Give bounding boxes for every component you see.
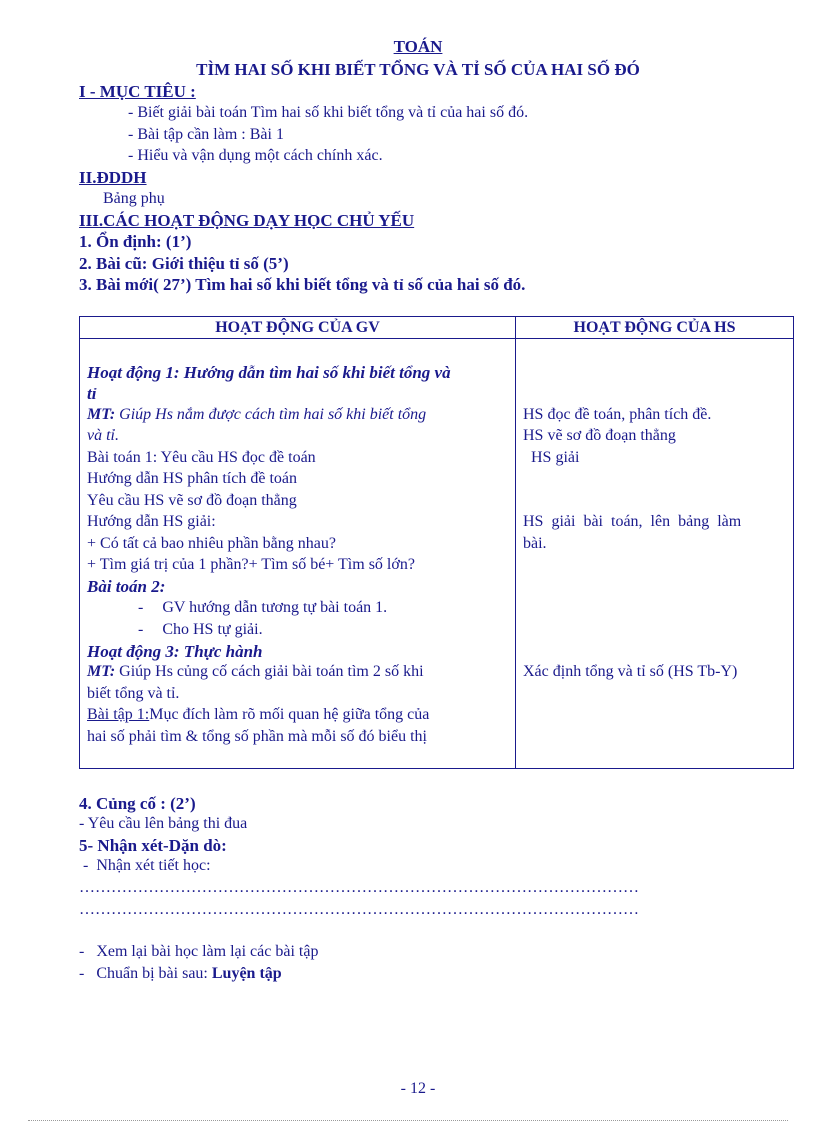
step-3: 3. Bài mới( 27’) Tìm hai số khi biết tổng và tỉ số của hai số đó. (79, 275, 526, 294)
step-2: 2. Bài cũ: Giới thiệu tỉ số (5’) (79, 254, 289, 273)
mt-label: MT: (87, 663, 116, 680)
col-header-gv: HOẠT ĐỘNG CỦA GV (80, 317, 516, 339)
objective-1 (87, 406, 426, 424)
hs-activity: HS đọc đề toán, phân tích đề. (523, 406, 712, 423)
section-4-heading: 4. Củng cố : (2’) (79, 794, 196, 813)
step-1: 1. Ổn định: (1’) (79, 232, 192, 251)
guide-analysis: Hướng dẫn HS phân tích đề toán (87, 470, 297, 487)
gv-column (80, 339, 516, 769)
problem-2-title: Bài toán 2: (87, 577, 166, 596)
dotted-line: …………………………………………………………………………………………… (79, 901, 639, 918)
problem-2-item-text: GV hướng dẫn tương tự bài toán 1. (162, 599, 388, 616)
dotted-line: …………………………………………………………………………………………… (79, 879, 639, 896)
subject-title: TOÁN (393, 37, 443, 56)
objective-item: - Hiểu và vận dụng một cách chính xác. (128, 147, 383, 164)
activity-1-title: Hoạt động 1: Hướng dẫn tìm hai số khi biết tổng và (87, 363, 451, 382)
objective-item: - Biết giải bài toán Tìm hai số khi biết tổng và tỉ của hai số đó. (128, 104, 529, 121)
problem-2-item: - Cho HS tự giải. (138, 621, 263, 638)
activity-1-title-cont: tỉ (87, 384, 97, 403)
objective-3-cont: biết tổng và tỉ. (87, 685, 180, 702)
objective-3 (87, 663, 424, 681)
mt-label: MT: (87, 406, 116, 423)
mt-text: Giúp Hs nắm được cách tìm hai số khi biết tổng (115, 406, 427, 423)
request-diagram: Yêu cầu HS vẽ sơ đồ đoạn thẳng (87, 492, 297, 509)
problem-2-item-text: Cho HS tự giải. (162, 621, 263, 638)
next-lesson: Luyện tập (211, 965, 282, 982)
exercise-text: Mục đích làm rõ mối quan hệ giữa tổng của (149, 706, 430, 723)
hs-activity: HS vẽ sơ đồ đoạn thẳng (523, 427, 676, 444)
section-5-text: - Nhận xét tiết học: (79, 857, 211, 874)
question-2: + Tìm giá trị của 1 phần?+ Tìm số bé+ Tìm số lớn? (87, 556, 415, 573)
objective-item: - Bài tập cần làm : Bài 1 (128, 126, 284, 143)
problem-1: Bài toán 1: Yêu cầu HS đọc đề toán (87, 449, 316, 466)
objective-1-cont: và tỉ. (87, 427, 119, 444)
section-materials-heading: II.ĐDDH (79, 168, 147, 187)
homework-text: - Chuẩn bị bài sau: (79, 965, 212, 982)
section-5-heading: 5- Nhận xét-Dặn dò: (79, 836, 227, 855)
materials-text: Bảng phụ (103, 190, 165, 207)
hs-activity: Xác định tổng và tỉ số (HS Tb-Y) (523, 663, 738, 680)
homework-item: - Xem lại bài học làm lại các bài tập (79, 943, 319, 960)
section-4-text: - Yêu cầu lên bảng thi đua (79, 815, 248, 832)
footer-divider (28, 1120, 788, 1121)
hs-activity-cont: bài. (523, 535, 547, 552)
mt-text: Giúp Hs củng cố cách giải bài toán tìm 2 số khi (115, 663, 424, 680)
section-activities-heading: III.CÁC HOẠT ĐỘNG DẠY HỌC CHỦ YẾU (79, 211, 415, 230)
exercise-1 (87, 706, 429, 724)
exercise-label: Bài tập 1: (87, 706, 150, 723)
page-number: - 12 - (400, 1080, 436, 1097)
hs-column (516, 339, 794, 769)
page-title: TÌM HAI SỐ KHI BIẾT TỔNG VÀ TỈ SỐ CỦA HAI SỐ ĐÓ (196, 60, 640, 79)
hs-activity: HS giải bài toán, lên bảng làm (523, 513, 742, 530)
hs-activity: HS giải (523, 449, 580, 466)
activity-3-title: Hoạt động 3: Thực hành (87, 642, 263, 661)
section-objectives-heading: I - MỤC TIÊU : (79, 82, 196, 101)
problem-2-item: - GV hướng dẫn tương tự bài toán 1. (138, 599, 388, 616)
col-header-hs: HOẠT ĐỘNG CỦA HS (516, 317, 794, 339)
guide-solve: Hướng dẫn HS giải: (87, 513, 216, 530)
exercise-1-cont: hai số phải tìm & tổng số phần mà mỗi số đó biểu thị (87, 728, 427, 745)
homework-item (79, 965, 282, 983)
question-1: + Có tất cả bao nhiêu phần bằng nhau? (87, 535, 336, 552)
